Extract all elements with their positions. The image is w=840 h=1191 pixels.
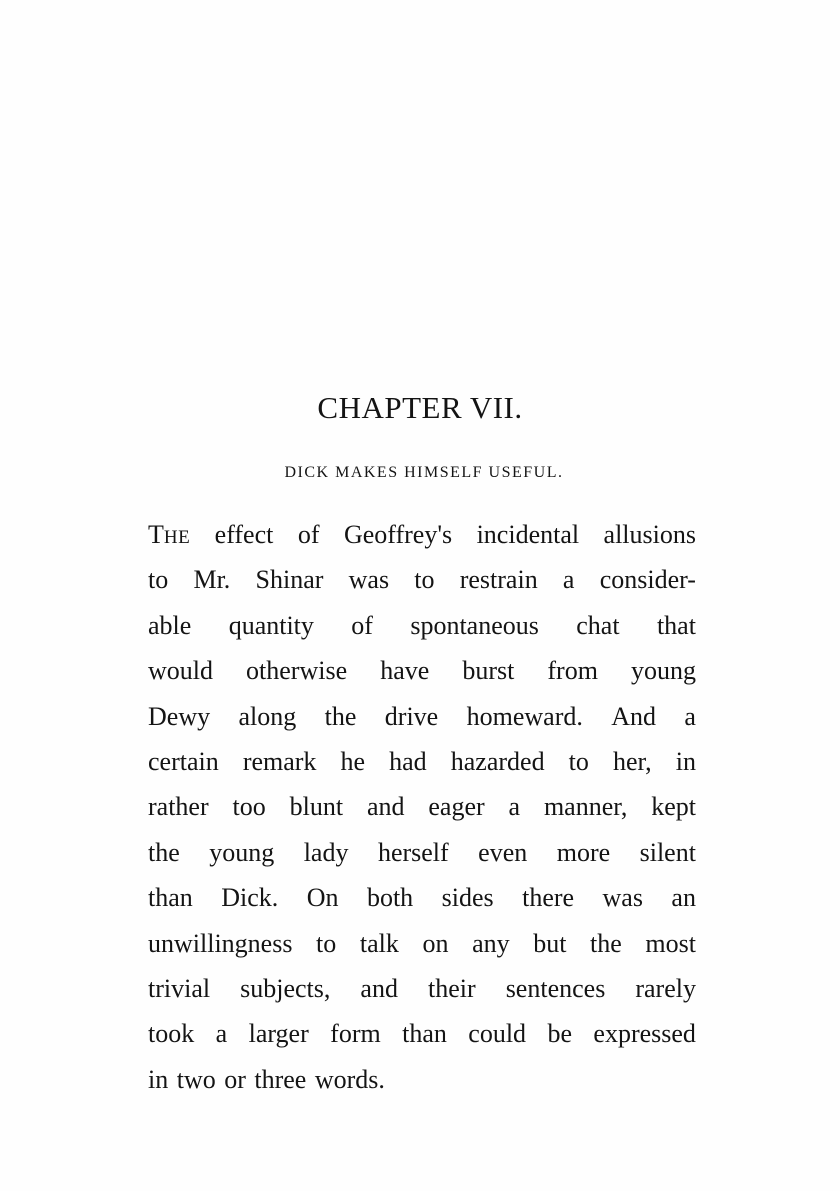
word: their (428, 973, 476, 1003)
word: Dick. (221, 883, 279, 913)
word: to (414, 565, 435, 595)
word: rarely (635, 973, 696, 1003)
word: kept (651, 792, 696, 822)
word: was (602, 883, 643, 913)
word: of (297, 520, 320, 549)
text-line (148, 875, 696, 920)
word: trivial (148, 973, 211, 1003)
word: the (148, 837, 180, 867)
word: both (366, 883, 414, 913)
word: Shinar (255, 565, 324, 595)
text-line (148, 1011, 696, 1056)
text-line (148, 784, 696, 829)
word: incidental (476, 520, 580, 549)
word: silent (639, 837, 696, 867)
word: rather (148, 792, 209, 822)
word: any (472, 928, 510, 958)
body-paragraph (148, 512, 696, 1102)
word: the (324, 701, 357, 731)
word: hazarded (450, 746, 545, 776)
word: sentences (505, 973, 606, 1003)
word: than (148, 883, 193, 913)
text-line (148, 830, 696, 875)
word: a (562, 565, 575, 595)
word: than (402, 1019, 447, 1049)
word: homeward. (466, 701, 583, 731)
word: able (148, 610, 192, 640)
word: of (351, 610, 373, 640)
text-line (148, 603, 696, 648)
word: Dewy (148, 701, 211, 731)
opening-small-caps: THE (148, 520, 191, 549)
word: otherwise (246, 656, 348, 686)
word: had (389, 746, 427, 776)
word: could (468, 1019, 527, 1049)
word: herself (377, 837, 449, 867)
word: form (330, 1019, 381, 1049)
word: unwillingness (148, 928, 293, 958)
word: in (675, 746, 696, 776)
word: most (645, 928, 696, 958)
word: even (478, 837, 528, 867)
word: her, (612, 746, 652, 776)
word: on (422, 928, 449, 958)
word: more (556, 837, 611, 867)
word: spontaneous (410, 610, 539, 640)
word: effect (214, 520, 274, 549)
word: there (522, 883, 575, 913)
word: a (215, 1019, 228, 1049)
word: that (656, 610, 696, 640)
word: too (232, 792, 266, 822)
word: consider- (599, 565, 696, 595)
word: young (630, 656, 696, 686)
word: along (238, 701, 297, 731)
word: eager (428, 792, 485, 822)
word: Geoffrey's (343, 520, 453, 549)
word: drive (384, 701, 439, 731)
word: to (148, 565, 169, 595)
word: subjects, (240, 973, 331, 1003)
word: was (348, 565, 390, 595)
word: On (306, 883, 339, 913)
word: talk (359, 928, 399, 958)
word: be (547, 1019, 572, 1049)
word: And (611, 701, 657, 731)
word: chat (576, 610, 620, 640)
word: he (340, 746, 366, 776)
word: took (148, 1019, 195, 1049)
word: a (508, 792, 521, 822)
word: a (684, 701, 696, 731)
text-line (148, 557, 696, 602)
word: the (590, 928, 622, 958)
word: young (209, 837, 275, 867)
text-line-last: in two or three words. (148, 1064, 385, 1094)
word: an (671, 883, 696, 913)
word: blunt (289, 792, 344, 822)
text-line (148, 739, 696, 784)
text-line (148, 694, 696, 739)
word: restrain (459, 565, 538, 595)
word: lady (303, 837, 349, 867)
word: but (533, 928, 567, 958)
word: to (568, 746, 589, 776)
word: to (316, 928, 337, 958)
word: and (360, 973, 398, 1003)
word: quantity (228, 610, 314, 640)
text-line-first (148, 512, 696, 557)
word: allusions (603, 520, 696, 549)
word: Mr. (193, 565, 231, 595)
word: from (547, 656, 598, 686)
word: certain (148, 746, 219, 776)
word: would (148, 656, 213, 686)
chapter-title: DICK MAKES HIMSELF USEFUL. (284, 464, 564, 481)
word: larger (248, 1019, 309, 1049)
word: burst (462, 656, 515, 686)
text-lines (148, 557, 696, 1056)
word: expressed (593, 1019, 696, 1049)
chapter-number: CHAPTER VII. (317, 390, 523, 425)
word: sides (441, 883, 494, 913)
word: manner, (543, 792, 628, 822)
word: and (366, 792, 405, 822)
word: have (380, 656, 430, 686)
text-line (148, 921, 696, 966)
word: remark (242, 746, 317, 776)
text-line (148, 966, 696, 1011)
text-line (148, 648, 696, 693)
